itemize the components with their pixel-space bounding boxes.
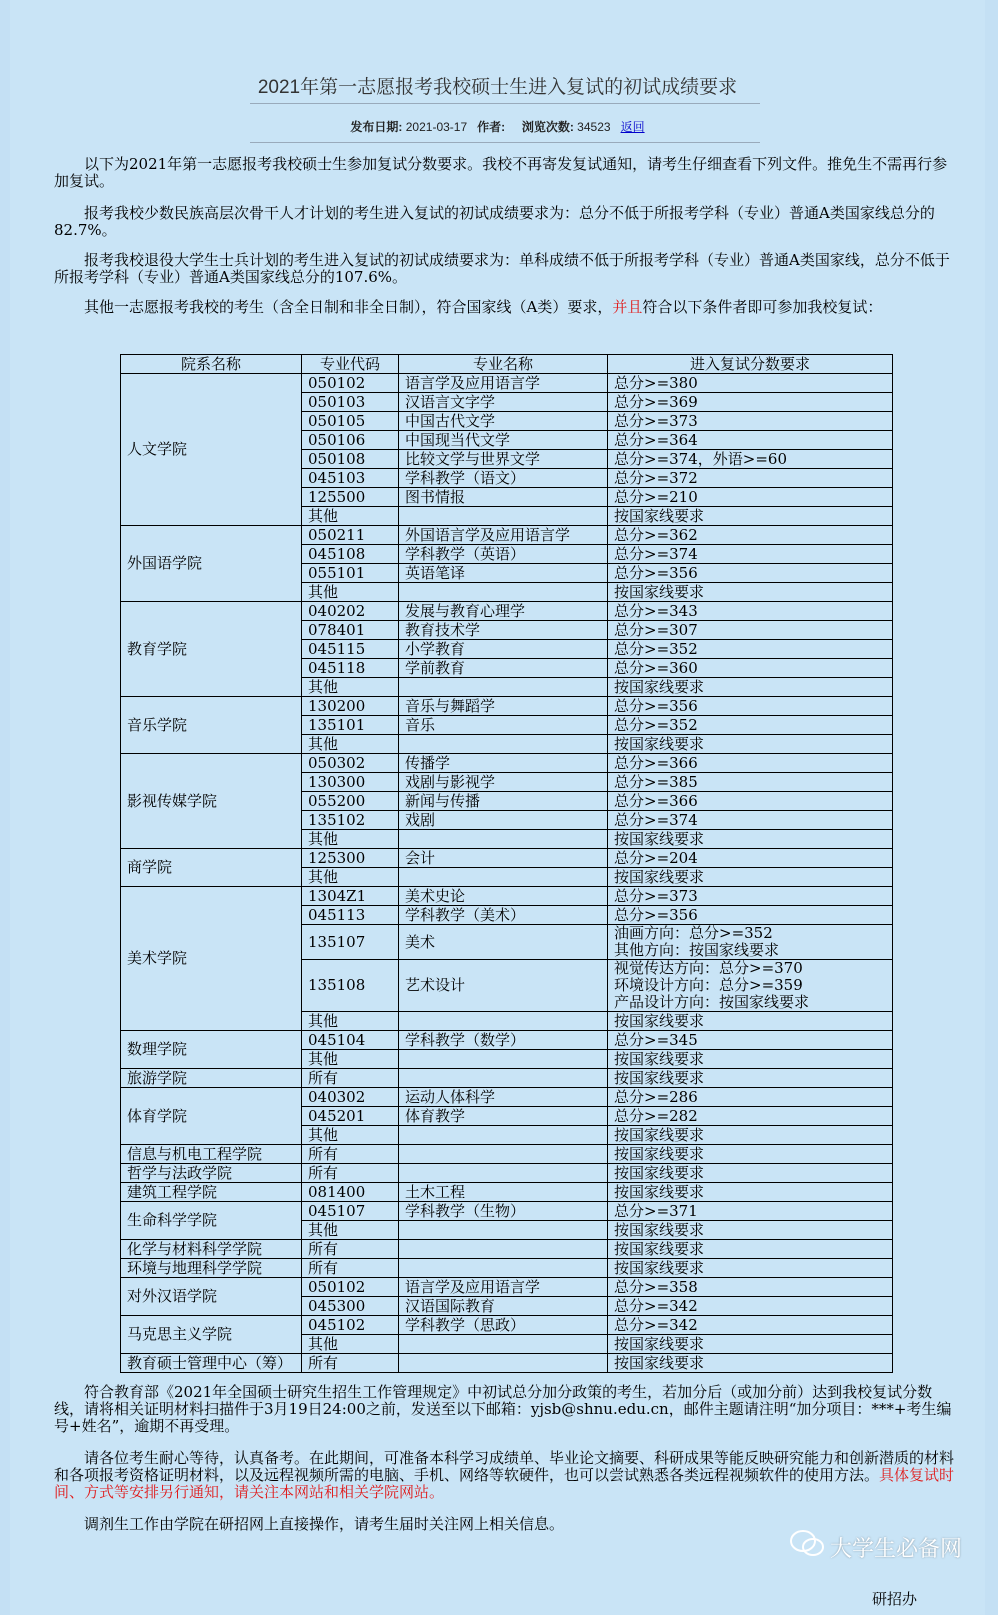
- code-cell: 其他: [302, 868, 399, 887]
- date-label: 发布日期:: [350, 120, 403, 134]
- table-row: [121, 526, 893, 545]
- emphasis-text: 并且: [612, 298, 643, 316]
- table-body: [121, 374, 893, 1373]
- requirement-cell: 总分>=373: [608, 887, 893, 906]
- table-row: [121, 1278, 893, 1297]
- major-cell: [399, 678, 608, 697]
- requirement-cell: 总分>=342: [608, 1297, 893, 1316]
- code-cell: 所有: [302, 1354, 399, 1373]
- major-cell: [399, 830, 608, 849]
- major-cell: 传播学: [399, 754, 608, 773]
- code-cell: 其他: [302, 735, 399, 754]
- dept-cell: 教育硕士管理中心（筹）: [121, 1354, 302, 1373]
- page-title: 2021年第一志愿报考我校硕士生进入复试的初试成绩要求: [257, 77, 738, 98]
- major-cell: 艺术设计: [399, 960, 608, 1012]
- requirement-cell: 总分>=204: [608, 849, 893, 868]
- transfer-paragraph: 调剂生工作由学院在研招网上直接操作，请考生届时关注网上相关信息。: [84, 1515, 565, 1533]
- major-cell: [399, 1335, 608, 1354]
- major-cell: 音乐与舞蹈学: [399, 697, 608, 716]
- code-cell: 所有: [302, 1145, 399, 1164]
- major-cell: 中国现当代文学: [399, 431, 608, 450]
- minority-paragraph: 报考我校少数民族高层次骨干人才计划的考生进入复试的初试成绩要求为：总分不低于所报考学科（专业）普通A类国家线总分的82.7%。: [54, 204, 935, 239]
- table-row: [121, 1202, 893, 1221]
- code-cell: 其他: [302, 583, 399, 602]
- dept-cell: 旅游学院: [121, 1069, 302, 1088]
- major-cell: [399, 735, 608, 754]
- requirement-cell: 按国家线要求: [608, 1069, 893, 1088]
- header-code: 专业代码: [302, 355, 399, 374]
- requirement-cell: 按国家线要求: [608, 1164, 893, 1183]
- other-text-after: 符合以下条件者即可参加我校复试：: [642, 298, 883, 316]
- divider: [250, 142, 760, 143]
- requirement-cell: 按国家线要求: [608, 1221, 893, 1240]
- code-cell: 040202: [302, 602, 399, 621]
- major-cell: 戏剧: [399, 811, 608, 830]
- major-cell: [399, 868, 608, 887]
- major-cell: 学科教学（英语）: [399, 545, 608, 564]
- dept-cell: 生命科学学院: [121, 1202, 302, 1240]
- major-cell: 学科教学（语文）: [399, 469, 608, 488]
- code-cell: 1304Z1: [302, 887, 399, 906]
- code-cell: 081400: [302, 1183, 399, 1202]
- major-cell: [399, 1240, 608, 1259]
- table-row: [121, 1316, 893, 1335]
- requirement-cell: 总分>=286: [608, 1088, 893, 1107]
- requirement-cell: 总分>=345: [608, 1031, 893, 1050]
- requirement-cell: 总分>=372: [608, 469, 893, 488]
- code-cell: 其他: [302, 1126, 399, 1145]
- major-cell: [399, 1069, 608, 1088]
- code-cell: 045115: [302, 640, 399, 659]
- dept-cell: 影视传媒学院: [121, 754, 302, 849]
- dept-cell: 化学与材料科学学院: [121, 1240, 302, 1259]
- requirement-cell: 总分>=369: [608, 393, 893, 412]
- dept-cell: 人文学院: [121, 374, 302, 526]
- table-row: [121, 1354, 893, 1373]
- code-cell: 050302: [302, 754, 399, 773]
- other-paragraph: [54, 299, 959, 316]
- major-cell: 学科教学（生物）: [399, 1202, 608, 1221]
- major-cell: 会计: [399, 849, 608, 868]
- dept-cell: 马克思主义学院: [121, 1316, 302, 1354]
- major-cell: 体育教学: [399, 1107, 608, 1126]
- major-cell: 汉语言文字学: [399, 393, 608, 412]
- table-row: [121, 1145, 893, 1164]
- code-cell: 050103: [302, 393, 399, 412]
- requirement-cell: 按国家线要求: [608, 1126, 893, 1145]
- major-cell: 学科教学（数学）: [399, 1031, 608, 1050]
- major-cell: 发展与教育心理学: [399, 602, 608, 621]
- code-cell: 135108: [302, 960, 399, 1012]
- dept-cell: 对外汉语学院: [121, 1278, 302, 1316]
- code-cell: 045103: [302, 469, 399, 488]
- code-cell: 045201: [302, 1107, 399, 1126]
- requirement-cell: 总分>=374: [608, 811, 893, 830]
- requirement-cell: 按国家线要求: [608, 1183, 893, 1202]
- code-cell: 135107: [302, 925, 399, 960]
- requirement-cell: 总分>=362: [608, 526, 893, 545]
- code-cell: 所有: [302, 1240, 399, 1259]
- requirement-cell: 按国家线要求: [608, 735, 893, 754]
- major-cell: 音乐: [399, 716, 608, 735]
- prepare-paragraph: [54, 1450, 959, 1501]
- table-row: [121, 697, 893, 716]
- views-label: 浏览次数:: [521, 120, 574, 134]
- major-cell: [399, 1221, 608, 1240]
- header-requirement: 进入复试分数要求: [608, 355, 893, 374]
- code-cell: 其他: [302, 1335, 399, 1354]
- wechat-icon: [790, 1530, 824, 1564]
- dept-cell: 音乐学院: [121, 697, 302, 754]
- score-requirements-table: [120, 354, 893, 1373]
- major-cell: 土木工程: [399, 1183, 608, 1202]
- code-cell: 045104: [302, 1031, 399, 1050]
- requirement-cell: 总分>=356: [608, 906, 893, 925]
- major-cell: 语言学及应用语言学: [399, 1278, 608, 1297]
- code-cell: 135102: [302, 811, 399, 830]
- requirement-cell: 总分>=356: [608, 564, 893, 583]
- code-cell: 其他: [302, 678, 399, 697]
- veteran-paragraph: 报考我校退役大学生士兵计划的考生进入复试的初试成绩要求为：单科成绩不低于所报考学科（专业）普通A类国家线，总分不低于所报考学科（专业）普通A类国家线总分的107.6%。: [54, 251, 950, 286]
- requirement-cell: 总分>=366: [608, 754, 893, 773]
- code-cell: 所有: [302, 1164, 399, 1183]
- code-cell: 050108: [302, 450, 399, 469]
- code-cell: 050102: [302, 1278, 399, 1297]
- dept-cell: 哲学与法政学院: [121, 1164, 302, 1183]
- requirement-cell: 按国家线要求: [608, 868, 893, 887]
- table-row: [121, 1259, 893, 1278]
- dept-cell: 教育学院: [121, 602, 302, 697]
- signature: 研招办: [872, 1590, 918, 1608]
- requirement-cell: 总分>=282: [608, 1107, 893, 1126]
- code-cell: 其他: [302, 830, 399, 849]
- major-cell: 汉语国际教育: [399, 1297, 608, 1316]
- dept-cell: 外国语学院: [121, 526, 302, 602]
- dept-cell: 商学院: [121, 849, 302, 887]
- intro-paragraph: 以下为2021年第一志愿报考我校硕士生参加复试分数要求。我校不再寄发复试通知，请考生仔细查看下列文件。推免生不需再行参加复试。: [54, 155, 948, 190]
- code-cell: 125300: [302, 849, 399, 868]
- major-cell: 图书情报: [399, 488, 608, 507]
- code-cell: 055200: [302, 792, 399, 811]
- requirement-cell: 总分>=307: [608, 621, 893, 640]
- table-row: [121, 1240, 893, 1259]
- table-row: [121, 1164, 893, 1183]
- major-cell: [399, 1050, 608, 1069]
- major-cell: 比较文学与世界文学: [399, 450, 608, 469]
- requirement-cell: 按国家线要求: [608, 507, 893, 526]
- code-cell: 045300: [302, 1297, 399, 1316]
- code-cell: 078401: [302, 621, 399, 640]
- code-cell: 045108: [302, 545, 399, 564]
- dept-cell: 体育学院: [121, 1088, 302, 1145]
- requirement-cell: 总分>=371: [608, 1202, 893, 1221]
- dept-cell: 美术学院: [121, 887, 302, 1031]
- requirement-cell: 按国家线要求: [608, 1240, 893, 1259]
- major-cell: 新闻与传播: [399, 792, 608, 811]
- major-cell: 运动人体科学: [399, 1088, 608, 1107]
- page: [10, 0, 985, 1615]
- header-major: 专业名称: [399, 355, 608, 374]
- divider: [250, 103, 760, 104]
- code-cell: 045118: [302, 659, 399, 678]
- major-cell: [399, 1164, 608, 1183]
- code-cell: 130200: [302, 697, 399, 716]
- requirement-cell: 按国家线要求: [608, 1335, 893, 1354]
- table-row: [121, 887, 893, 906]
- code-cell: 所有: [302, 1259, 399, 1278]
- major-cell: [399, 1012, 608, 1031]
- code-cell: 050211: [302, 526, 399, 545]
- major-cell: [399, 507, 608, 526]
- view-count: 34523: [577, 120, 611, 134]
- major-cell: 英语笔译: [399, 564, 608, 583]
- table-row: [121, 849, 893, 868]
- prepare-text: 请各位考生耐心等待，认真备考。在此期间，可准备本科学习成绩单、毕业论文摘要、科研成果等能反映研究能力和创新潜质的材料和各项报考资格证明材料，以及远程视频所需的电脑、手机、网络等软硬件，也可以尝试熟悉各类远程视频软件的使用方法。: [54, 1449, 955, 1484]
- requirement-cell: 总分>=380: [608, 374, 893, 393]
- major-cell: 中国古代文学: [399, 412, 608, 431]
- watermark-text: 大学生必备网: [830, 1536, 963, 1562]
- requirement-cell: 总分>=210: [608, 488, 893, 507]
- code-cell: 045107: [302, 1202, 399, 1221]
- requirement-cell: 总分>=360: [608, 659, 893, 678]
- major-cell: 语言学及应用语言学: [399, 374, 608, 393]
- major-cell: 学科教学（思政）: [399, 1316, 608, 1335]
- code-cell: 050105: [302, 412, 399, 431]
- requirement-cell: 总分>=356: [608, 697, 893, 716]
- code-cell: 其他: [302, 1012, 399, 1031]
- table-header-row: [121, 355, 893, 374]
- requirement-cell: 视觉传达方向：总分>=370 环境设计方向：总分>=359 产品设计方向：按国家线要求: [608, 960, 893, 1012]
- table-row: [121, 1088, 893, 1107]
- major-cell: 戏剧与影视学: [399, 773, 608, 792]
- requirement-cell: 按国家线要求: [608, 583, 893, 602]
- requirement-cell: 总分>=374，外语>=60: [608, 450, 893, 469]
- author-label: 作者:: [477, 120, 506, 134]
- code-cell: 130300: [302, 773, 399, 792]
- requirement-cell: 总分>=374: [608, 545, 893, 564]
- dept-cell: 建筑工程学院: [121, 1183, 302, 1202]
- requirement-cell: 按国家线要求: [608, 1050, 893, 1069]
- major-cell: 美术: [399, 925, 608, 960]
- requirement-cell: 按国家线要求: [608, 1259, 893, 1278]
- code-cell: 050102: [302, 374, 399, 393]
- requirement-cell: 总分>=342: [608, 1316, 893, 1335]
- major-cell: [399, 1126, 608, 1145]
- code-cell: 135101: [302, 716, 399, 735]
- table-row: [121, 754, 893, 773]
- requirement-cell: 油画方向：总分>=352 其他方向：按国家线要求: [608, 925, 893, 960]
- dept-cell: 环境与地理科学学院: [121, 1259, 302, 1278]
- code-cell: 045102: [302, 1316, 399, 1335]
- other-text-before: 其他一志愿报考我校的考生（含全日制和非全日制），符合国家线（A类）要求，: [84, 298, 613, 316]
- code-cell: 050106: [302, 431, 399, 450]
- bonus-paragraph: 符合教育部《2021年全国硕士研究生招生工作管理规定》中初试总分加分政策的考生，若加分后（或加分前）达到我校复试分数线，请将相关证明材料扫描件于3月19日24:00之前，发送至以下邮箱：yjsb@shnu.edu.cn，邮件主题请注明“加分项目：***+考生编号+姓名”，逾期不再受理。: [54, 1383, 952, 1435]
- article-meta: [10, 118, 985, 135]
- requirement-cell: 总分>=352: [608, 716, 893, 735]
- publish-date: 2021-03-17: [405, 120, 468, 134]
- major-cell: 小学教育: [399, 640, 608, 659]
- requirement-cell: 按国家线要求: [608, 1354, 893, 1373]
- requirement-cell: 总分>=373: [608, 412, 893, 431]
- major-cell: 学科教学（美术）: [399, 906, 608, 925]
- requirement-cell: 按国家线要求: [608, 1145, 893, 1164]
- major-cell: 学前教育: [399, 659, 608, 678]
- table-row: [121, 1031, 893, 1050]
- code-cell: 所有: [302, 1069, 399, 1088]
- requirement-cell: 按国家线要求: [608, 830, 893, 849]
- code-cell: 其他: [302, 507, 399, 526]
- requirement-cell: 总分>=352: [608, 640, 893, 659]
- watermark: [790, 1530, 962, 1564]
- requirement-cell: 按国家线要求: [608, 1012, 893, 1031]
- code-cell: 045113: [302, 906, 399, 925]
- requirement-cell: 总分>=343: [608, 602, 893, 621]
- back-link[interactable]: 返回: [620, 120, 645, 134]
- major-cell: 教育技术学: [399, 621, 608, 640]
- requirement-cell: 总分>=385: [608, 773, 893, 792]
- table-row: [121, 602, 893, 621]
- table-row: [121, 1069, 893, 1088]
- code-cell: 055101: [302, 564, 399, 583]
- code-cell: 040302: [302, 1088, 399, 1107]
- major-cell: 美术史论: [399, 887, 608, 906]
- code-cell: 125500: [302, 488, 399, 507]
- code-cell: 其他: [302, 1050, 399, 1069]
- major-cell: [399, 583, 608, 602]
- header-dept: 院系名称: [121, 355, 302, 374]
- table-row: [121, 374, 893, 393]
- major-cell: [399, 1145, 608, 1164]
- dept-cell: 数理学院: [121, 1031, 302, 1069]
- requirement-cell: 按国家线要求: [608, 678, 893, 697]
- table-row: [121, 1183, 893, 1202]
- notice-text: 具体复试时间、方式等安排另行通知，请关注本网站和相关学院网站。: [54, 1466, 955, 1501]
- requirement-cell: 总分>=358: [608, 1278, 893, 1297]
- requirement-cell: 总分>=364: [608, 431, 893, 450]
- dept-cell: 信息与机电工程学院: [121, 1145, 302, 1164]
- requirement-cell: 总分>=366: [608, 792, 893, 811]
- major-cell: 外国语言学及应用语言学: [399, 526, 608, 545]
- major-cell: [399, 1259, 608, 1278]
- code-cell: 其他: [302, 1221, 399, 1240]
- major-cell: [399, 1354, 608, 1373]
